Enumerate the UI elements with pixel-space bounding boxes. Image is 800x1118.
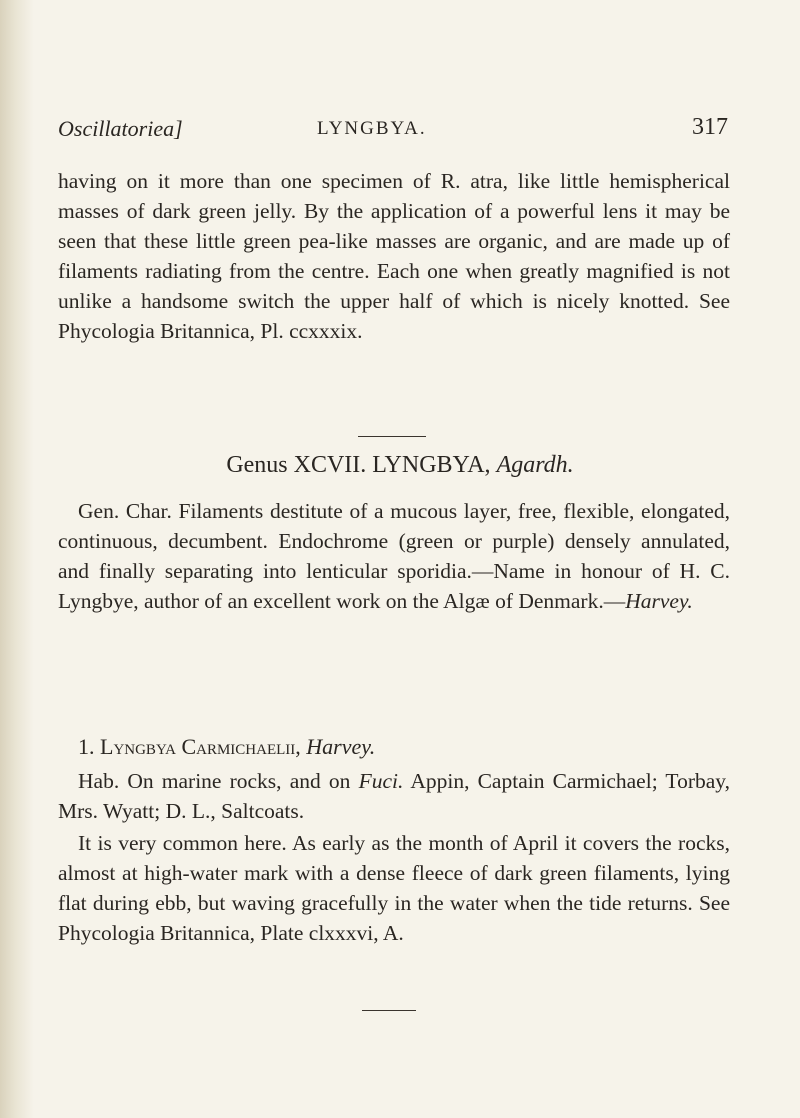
header-section: Oscillatoriea] [58, 116, 183, 141]
page-gutter-shadow [0, 0, 34, 1118]
habitat-paragraph [58, 766, 730, 826]
paragraph-notes: It is very common here. As early as the month of April it covers the rocks, almost at high-water mark with a dense fleece of dark green filaments, lying flat during ebb, but waving gracefully in the water when the tide returns. See Phycologia Britannica, Plate clxxxvi, A. [58, 831, 730, 945]
header-title: LYNGBYA. [317, 118, 427, 139]
species-number: 1. [78, 734, 95, 759]
genus-authority: Agardh. [496, 452, 574, 478]
genus-heading [0, 452, 800, 479]
section-divider [358, 436, 426, 437]
end-divider [362, 1010, 416, 1011]
species-name: Lyngbya Carmichaelii, [100, 734, 301, 759]
paragraph-intro: having on it more than one specimen of R. atra, like little hemispherical masses of dark green jelly. By the application of a powerful lens it may be seen that these little green pea-like masses are organic, and are made up of filaments radiating from the centre. Each one when greatly magnified is not unlike a handsome switch the upper half of which is nicely knotted. See Phycologia Britannica, Pl. ccxxxix. [58, 169, 730, 343]
generic-characters [58, 496, 730, 731]
running-header [52, 112, 728, 152]
species-heading [78, 734, 375, 760]
habitat-host: Fuci. [358, 769, 404, 793]
gen-char-authority: Harvey. [625, 589, 693, 613]
habitat-lead: Hab. On marine rocks, and on [78, 769, 351, 793]
genus-title: Genus XCVII. LYNGBYA, [226, 452, 491, 478]
page-number: 317 [692, 114, 728, 140]
habitat-rest: Appin, Captain Carmichael; Torbay, Mrs. Wyatt; D. L., Saltcoats. [58, 769, 730, 823]
species-authority: Harvey. [306, 734, 376, 759]
gen-char-text: Gen. Char. Filaments destitute of a mucous layer, free, flexible, elongated, continuous, decumbent. Endochrome (green or purple) densely annulated, and finally separating into lenticular sporidia.—Name in honour of H. C. Lyngbye, author of an excellent work on the Algæ of Denmark.— [58, 499, 730, 613]
